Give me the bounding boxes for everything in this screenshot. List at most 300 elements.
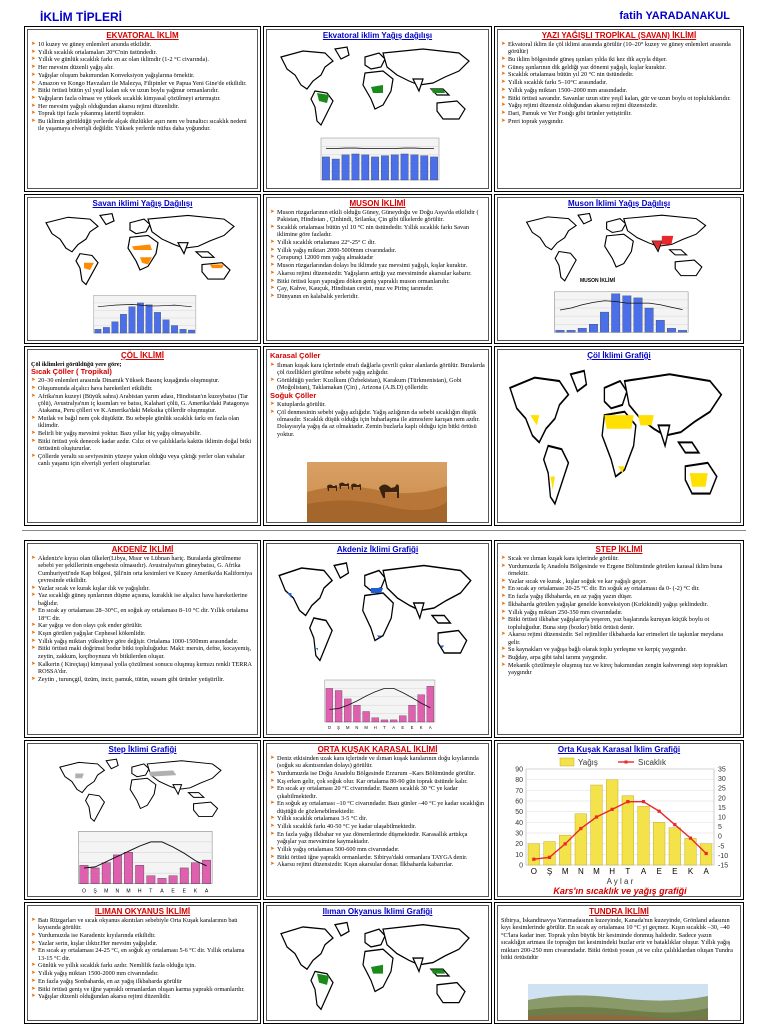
y-right-tick-label: 0 — [718, 833, 722, 841]
continent-shape — [193, 802, 217, 816]
mini-chart-bar — [341, 155, 348, 180]
ilik-map-title: Ilıman Okyanus İklimi Grafiği — [322, 907, 433, 916]
mini-chart-bar — [188, 330, 194, 333]
list-item: ➤ Güneş ışınlarının dik geldiği yaz dönemi yağışlı, kışlar kuraktır. — [501, 64, 737, 71]
list-item: ➤ Günlük ve yıllık sıcaklık farkı azdır. Nemlilik fazla olduğu için. — [31, 962, 254, 969]
temperature-point — [611, 808, 614, 811]
ekvatoral-map-panel — [263, 26, 492, 192]
x-tick-label: M — [593, 867, 600, 876]
mini-chart-bar — [168, 876, 176, 884]
world-map-savan — [38, 210, 248, 290]
world-map-akdeniz — [271, 558, 485, 668]
mini-chart-bar — [157, 878, 165, 883]
page-header — [40, 10, 730, 26]
list-item: ➤ En sıcak ay ortalaması 20-25 °C dir. En soğuk ay ortalaması da 0- (-2) °C dir. — [501, 585, 737, 592]
savan-mini-chart — [78, 290, 208, 341]
mini-chart-bar — [371, 718, 378, 722]
continent-shape — [679, 442, 699, 452]
climate-region — [431, 89, 445, 93]
y-left-tick-label: 70 — [515, 787, 523, 795]
mini-chart-bar — [180, 868, 188, 884]
list-item: ➤ Yazlar serin, kışlar ılıktır.Her mevsim yağışlıdır. — [31, 940, 254, 947]
mini-chart-bar — [135, 865, 143, 883]
mini-chart-bar — [589, 324, 597, 332]
muson-map-title: Muson İklimi Yağış Dağılışı — [567, 199, 671, 208]
month-tick-label: E — [182, 888, 186, 895]
month-tick-label: N — [354, 724, 358, 731]
month-tick-label: T — [382, 724, 386, 731]
month-tick-label: T — [148, 888, 152, 895]
list-item: ➤ Bitki örtüsü geniş ve iğne yapraklı ormanlardan oluşan karma yapraklı ormanlardır. — [31, 986, 254, 993]
climate-region — [604, 415, 633, 429]
list-item: ➤ Çay, Kahve, Kauçuk, Hindistan cevizi, muz ve Pirinç tarımıdır. — [270, 285, 485, 292]
continent-shape — [281, 51, 333, 89]
mini-chart-bar — [390, 720, 397, 722]
list-item: ➤ Su kaynakları ve yağışa bağlı olarak toplu yerleşme ve kerpiç yaygındır. — [501, 646, 737, 653]
mini-chart-bar — [400, 154, 407, 180]
month-tick-label: Ş — [336, 724, 340, 731]
temperature-point — [532, 858, 535, 861]
continent-shape — [131, 764, 148, 777]
mini-chart-bar — [94, 329, 100, 333]
mini-chart-bar — [417, 695, 424, 722]
muson-mini-chart — [534, 286, 704, 341]
ekvatoral-title: EKVATORAL İKLİM — [106, 31, 179, 40]
col-panel — [24, 346, 261, 526]
list-item: ➤ Bitki örtüsü bütün yıl yeşil kalan sık ve uzun boylu yağmur ormanlarıdır. — [31, 87, 254, 94]
continent-shape — [364, 571, 384, 591]
temperature-point — [579, 827, 582, 830]
continent-shape — [309, 618, 331, 661]
list-item: ➤ En sıcak ay ortalaması 28–30°C, en soğuk ay ortalaması 8–10 °C dir. Yıllık ortalama 18°C dir. — [31, 607, 254, 622]
list-item: ➤ Akarsu rejimi düzensizdir. Sel rejimliler ilkbaharda kar erimeleri ile taşkınlar meydana gelir. — [501, 631, 737, 646]
month-tick-label: K — [419, 724, 423, 731]
list-item: ➤ En fazla yağış ilkbahar ve yaz dönemlerinde düşmektedir. Karasallık arttıkça yağışlar yaz mevsimine kaymaktadır. — [270, 831, 485, 846]
continent-shape — [527, 217, 577, 250]
temperature-point — [705, 852, 708, 855]
continent-shape — [279, 568, 332, 616]
temperature-point — [642, 800, 645, 803]
savan-panel — [494, 26, 744, 192]
mini-chart-bar — [362, 712, 369, 723]
precip-bar — [591, 785, 603, 865]
climate-region — [662, 236, 673, 245]
author-name: fatih YARADANAKUL — [619, 10, 730, 22]
mini-chart-bar — [667, 328, 675, 332]
list-item: ➤ Yıllık sıcaklık farkı 5–10°C arasındadır. — [501, 79, 737, 86]
list-item: ➤ Dari, Pamuk ve Yer Fıstığı gibi ürünler yetiştirilir. — [501, 110, 737, 117]
akdeniz-mini-chart — [308, 674, 448, 732]
list-item: ➤ Deniz etkisinden uzak kara içlerinde ve ılıman kuşak karalarının doğu kıyılarında (soğuk su akıntısından dolayı) görülür. — [270, 755, 485, 770]
precip-bar — [638, 806, 650, 865]
list-item: ➤ Yıllık yağış miktarı 2000-5000mm civarındadır. — [270, 247, 485, 254]
karasal-col-panel — [263, 346, 492, 526]
continent-shape — [100, 214, 114, 225]
muson-map-panel — [494, 194, 744, 344]
continent-shape — [128, 235, 158, 270]
y-right-tick-label: -10 — [718, 852, 729, 860]
mini-chart-bar — [335, 691, 342, 723]
x-tick-label: A — [640, 867, 647, 876]
orta-chart-panel — [494, 740, 744, 900]
ilik-map-panel — [263, 902, 492, 1024]
list-item: ➤ Yağışlar oluşum bakımından Konveksiyon yağışlarına örnektir. — [31, 72, 254, 79]
soguk-col-list — [270, 401, 485, 438]
list-item: ➤ Sıcaklık ortalaması bütün yıl 20 °C nin üstündedir. — [501, 71, 737, 78]
y-right-tick-label: 25 — [718, 785, 726, 793]
x-tick-label: O — [530, 867, 537, 876]
list-item: ➤ Bitki örtüsü iğne yapraklı ormanlardır. Sibirya'daki ormanlara TAYGA denir. — [270, 854, 485, 861]
akdeniz-list — [31, 555, 254, 683]
step-mini-chart — [58, 824, 228, 896]
continent-shape — [571, 371, 587, 391]
akdeniz-map-title: Akdeniz İklimi Grafiği — [336, 545, 419, 554]
continent-shape — [335, 922, 349, 935]
continent-shape — [413, 958, 423, 971]
col-intro: Çöl iklimleri görüldüğü yere göre; — [31, 361, 122, 368]
list-item: ➤ Her mevsim yağışlı olduğundan akarsu rejimi düzenlidir. — [31, 103, 254, 110]
muson-panel — [263, 194, 492, 344]
list-item: ➤ Muson rüzgarlarının etkili olduğu Güney, Güneydoğu ve Doğu Asya'da etkilidir ( Pakistan, Hindistan , Çinhindi, Srilanka, Çin gibi ülkelerde görülür. — [270, 209, 485, 224]
month-tick-label: M — [103, 888, 108, 895]
precip-bar — [575, 814, 587, 865]
list-item: ➤ İlkbaharda görülen yağışlar genelde konveksiyon (Kırkikindi) yağışı şeklindedir. — [501, 601, 737, 608]
mini-chart-bar — [361, 155, 368, 180]
mini-chart-bar — [137, 303, 143, 333]
akdeniz-panel — [24, 540, 261, 738]
y-left-tick-label: 40 — [515, 819, 523, 827]
col-title: ÇÖL İKLİMİ — [121, 351, 164, 360]
mini-chart-bar — [90, 868, 98, 884]
y-right-tick-label: -15 — [718, 862, 729, 870]
list-item: ➤ Muson rüzgarlarından dolayı bu iklimde yaz mevsimi yağışlı, kışlar kuraktır. — [270, 262, 485, 269]
mini-chart-bar — [556, 330, 564, 332]
mini-chart-bar — [179, 329, 185, 333]
mini-chart-bar — [567, 330, 575, 332]
mini-chart-bar — [410, 155, 417, 180]
y-right-tick-label: 15 — [718, 804, 726, 812]
orta-panel — [263, 740, 492, 900]
mini-chart-bar — [145, 305, 151, 333]
continent-shape — [130, 778, 156, 808]
x-tick-label: E — [672, 867, 678, 876]
desert-camel-photo — [307, 462, 447, 523]
legend-swatch-yagis — [560, 758, 574, 766]
list-item: ➤ Ilıman kuşak kara içlerinde etrafı dağlarla çevrili çukur alanlarda görülür. Buralarda çöl özellikleri görülme sebebi yağış azlığıdır. — [270, 362, 485, 377]
list-item: ➤ Bitki örtüsü ilkbahar yağışlarıyla yeşeren, yaz başlarında kuruyan küçük boylu ot topluluğudur. Buna step (bozkır) bitki örtüsü denir. — [501, 616, 737, 631]
mini-chart-bar — [656, 320, 664, 332]
list-item: ➤ Her mevsim düzenli yağış alır. — [31, 64, 254, 71]
continent-shape — [281, 927, 333, 969]
ekvatoral-list — [31, 41, 254, 133]
month-tick-label: E — [410, 724, 413, 731]
climate-region — [210, 265, 224, 269]
orta-list — [270, 755, 485, 869]
tundra-photo — [528, 984, 708, 1021]
list-item: ➤ Yazlar sıcak ve kurak , kışlar soğuk ve kar yağışlı geçer. — [501, 578, 737, 585]
continent-shape — [85, 794, 104, 821]
continent-shape — [658, 425, 669, 445]
continent-shape — [148, 215, 234, 248]
continent-shape — [383, 925, 469, 965]
x-tick-label: Ş — [546, 867, 553, 876]
mini-chart-plot-area — [554, 292, 688, 333]
list-item: ➤ Kalkerin ( Kireçtaşı) kimyasal yolla çözülmesi sonucu oluşmuş kırmızı renkli TERRA ROSSA'dır. — [31, 661, 254, 676]
month-tick-label: A — [204, 888, 208, 895]
mini-chart-bar — [102, 863, 110, 884]
ilik-list — [31, 917, 254, 1001]
continent-shape — [604, 381, 626, 408]
ilik-title: ILIMAN OKYANUS İKLİMİ — [94, 907, 191, 916]
mini-chart-bar — [371, 157, 378, 180]
savan-map-panel — [24, 194, 261, 344]
list-item: ➤ Preri toprak yaygındır. — [501, 118, 737, 125]
list-item: ➤ Afrika'nın kuzeyi (Büyük sahra) Arabistan yarım adası, Hindistan'ın kuzeybatısı (Tar çölü), Avustralya'nın iç kısımları ve batısı, Kalahari çölü, G. Amerika'daki Patagonya Atakama, Peru çölleri ve K.Amerika'daki Meksika çöllerdir oluşmuştur. — [31, 393, 254, 415]
savan-list — [501, 41, 737, 125]
continent-shape — [413, 603, 423, 618]
y-right-tick-label: 35 — [718, 766, 726, 774]
continent-shape — [334, 563, 348, 578]
tundra-panel — [494, 902, 744, 1024]
list-item: ➤ Yıllık yağış miktarı 1500-2000 mm civarındadır. — [31, 970, 254, 977]
month-tick-label: A — [391, 724, 395, 731]
y-left-tick-label: 20 — [515, 841, 523, 849]
muson-title: MUSON İKLİMİ — [349, 199, 406, 208]
list-item: ➤ Akarsu rejimi düzensizdir. Yağışların arttığı yaz mevsiminde akarsular kabarır. — [270, 270, 485, 277]
list-item: ➤ Yağış rejimi düzensiz olduğundan akarsu rejimi düzensizdir. — [501, 102, 737, 109]
mini-chart-bar — [191, 863, 199, 884]
list-item: ➤ En sıcak ay ortalaması 20 °C civarındadır. Bazen sıcaklık 30 °C ye kadar çıkabilmektedir. — [270, 785, 485, 800]
mini-chart-bar — [128, 307, 134, 333]
mini-chart-bar — [325, 688, 332, 722]
list-item: ➤ En fazla yağış ilkbaharda, en az yağış yazın düşer. — [501, 593, 737, 600]
list-item: ➤ 20–30 enlemleri arasında Dinamik Yüksek Basınç kuşağında oluşmuştur. — [31, 377, 254, 384]
list-item: ➤ Belirli bir yağış mevsimi yoktur. Bazı yıllar hiç yağış olmayabilir. — [31, 430, 254, 437]
col-list — [31, 377, 254, 467]
mini-chart-bar — [611, 294, 619, 333]
list-item: ➤ Kutuplarda görülür. — [270, 401, 485, 408]
list-item: ➤ Çöl denmesinin sebebi yağış azlığıdır. Yağış azlığının da sebebi sıcaklığın düşük olmasıdır. Sıcaklık düşük olduğu için buharlaşma ile atmosfere karışan nem azdır. Dolayısıyla yağış da az olmaktadır. Zemin buzlarla kaplı olduğu için bitki örtüsü yoktur. — [270, 409, 485, 438]
continent-shape — [578, 213, 591, 223]
y-left-tick-label: 10 — [515, 851, 523, 859]
temperature-point — [548, 856, 551, 859]
list-item: ➤ Yurdumuzda ise Doğu Anadolu Bölgesinde Erzurum –Kars Bölümünde görülür. — [270, 770, 485, 777]
y-right-tick-label: 30 — [718, 776, 726, 784]
y-right-tick-label: 20 — [718, 795, 726, 803]
world-map-col — [501, 364, 737, 514]
list-item: ➤ Yıllık yağış miktarı 250-350 mm civarındadır. — [501, 609, 737, 616]
continent-shape — [625, 374, 722, 435]
temperature-point — [689, 837, 692, 840]
mini-chart-bar — [146, 876, 154, 884]
world-map-ekvatoral — [273, 43, 483, 131]
col-subtitle: Sıcak Çöller ( Tropikal) — [31, 367, 112, 377]
mini-chart-bar — [408, 705, 415, 722]
month-tick-label: H — [137, 888, 142, 895]
world-map-step — [53, 756, 233, 826]
chart-caption: Kars'ın sıcaklık ve yağış grafiği — [553, 886, 687, 896]
list-item: ➤ Yurdumuzda İç Anadolu Bölgesinde ve Ergene Bölümünde görülen karasal iklim buna örnektir. — [501, 563, 737, 578]
mini-chart-bar — [111, 322, 117, 333]
list-item: ➤ Yıllık sıcaklık farkı 40-50 °C ye kadar ulaşabilmektedir. — [270, 823, 485, 830]
continent-shape — [178, 243, 188, 254]
mini-chart-bar — [154, 312, 160, 333]
continent-shape — [607, 219, 626, 233]
karasal-col-list — [270, 362, 485, 392]
list-item: ➤ Batı Rüzgarları ve sıcak okyanus akıntıları sebebiyle Orta Kuşak karalarının batı kıyısında görülür. — [31, 917, 254, 932]
list-item: ➤ Çerapunçi 12000 mm yağış almaktadır — [270, 254, 485, 261]
mini-chart-bar — [124, 852, 132, 883]
mini-chart-bar — [600, 312, 608, 332]
legend-marker-sicaklik — [625, 761, 628, 764]
list-item: ➤ Sıcak ve ılıman kuşak kara içlerinde görülür. — [501, 555, 737, 562]
list-item: ➤ Yıllık yağış miktarı 1500–2000 mm arasındadır. — [501, 87, 737, 94]
document-title: İKLİM TİPLERİ — [40, 10, 122, 24]
month-tick-label: K — [193, 888, 197, 895]
mini-chart-bar — [426, 686, 433, 722]
continent-shape — [675, 260, 702, 276]
continent-shape — [432, 616, 450, 624]
list-item: ➤ Çöllerde yeraltı su seviyesinin yüzeye yakın olduğu veya çıktığı yerler olan vahalar canlı yaşamı için elverişli yerleri oluştururlar. — [31, 453, 254, 468]
legend-label-yagis: Yağış — [578, 758, 598, 767]
month-tick-label: E — [170, 888, 175, 895]
y-left-tick-label: 30 — [515, 830, 523, 838]
col-map-panel — [494, 346, 744, 526]
y-right-tick-label: 5 — [718, 824, 722, 832]
month-tick-label: E — [400, 724, 404, 731]
list-item: ➤ En fazla yağış Sonbaharda, en az yağış ilkbaharda görülür — [31, 978, 254, 985]
continent-shape — [555, 251, 576, 280]
precip-bar — [622, 796, 634, 865]
page-break-line — [22, 530, 746, 531]
month-tick-label: O — [327, 724, 331, 731]
continent-shape — [130, 219, 150, 234]
world-map-ilik — [273, 918, 483, 1016]
ekvatoral-map-title: Ekvatoral iklim Yağış dağılışı — [322, 31, 433, 40]
mini-chart-bar — [399, 716, 406, 722]
climate-region — [638, 415, 654, 425]
y-left-tick-label: 60 — [515, 798, 523, 806]
x-tick-label: A — [703, 867, 709, 876]
continent-shape — [335, 47, 349, 59]
precip-bar — [528, 844, 540, 865]
climate-region — [431, 969, 445, 973]
continent-shape — [106, 759, 118, 769]
list-item: ➤ 10 kuzey ve güney enlemleri arsında etkilidir. — [31, 41, 254, 48]
mini-chart-bar — [578, 328, 586, 332]
climate-region — [690, 473, 708, 487]
precip-bar — [653, 822, 665, 865]
list-item: ➤ Mekanik çözülmeyle oluşmuş tuz ve kireç bakımından zengin kahverengi step toprakları yaygındır — [501, 662, 737, 677]
list-item: ➤ Bu iklim bölgesinde güneş ışınları yılda iki kez dik açıyla düşer. — [501, 56, 737, 63]
x-tick-label: H — [609, 867, 616, 876]
list-item: ➤ Bitki örtüsü yok denecek kadar azdır. Cılız ot ve çalılıklarla kaktüs iklimin doğal bitki örtüsünü oluştururlar. — [31, 438, 254, 453]
temperature-point — [564, 842, 567, 845]
mini-chart-bar — [113, 855, 121, 884]
list-item: ➤ Görüldüğü yerler: Kızılkum (Özbekistan), Karakum (Türkmenistan), Gobi (Moğolistan), Taklamakan (Çin) , Arizona (A.B.D) çölleridir. — [270, 377, 485, 392]
orta-chart-title: Orta Kuşak Karasal İklim Grafiği — [557, 745, 681, 754]
list-item: ➤ Toprak tipi fazla yıkanmış lateritl topraktır. — [31, 110, 254, 117]
savan-title: YAZI YAĞIŞLI TROPİKAL (SAVAN) İKLİMİ — [541, 31, 697, 40]
list-item: ➤ Bitki örtüsü kışın yaprağını döken geniş yapraklı muson ormanlarıdır. — [270, 278, 485, 285]
temperature-point — [658, 810, 661, 813]
step-map-title: Step İklimi Grafiği — [108, 745, 177, 754]
list-item: ➤ Yağışlar düzenli olduğundan akarsu rejimi düzenlidir. — [31, 993, 254, 1000]
list-item: ➤ Kış erken gelir, çok soğuk olur. Kar ortalama 80-90 gün toprak üstünde kalır. — [270, 778, 485, 785]
karasal-col-title: Karasal Çöller — [270, 351, 321, 360]
continent-shape — [188, 793, 203, 798]
continent-shape — [605, 234, 634, 267]
mini-chart-bar — [391, 155, 398, 180]
step-panel — [494, 540, 744, 738]
ekvatoral-panel — [24, 26, 261, 192]
soguk-col-title: Soğuk Çöller — [270, 391, 317, 401]
x-tick-label: E — [656, 867, 662, 876]
y-left-tick-label: 0 — [519, 862, 523, 870]
temperature-point — [626, 800, 629, 803]
list-item: ➤ Zeytin , turunçgil, üzüm, incir, pamuk, tütün, susam gibi ürünler yetiştirilir. — [31, 676, 254, 683]
list-item: ➤ Akdeniz'e kıyısı olan ülkeler(Libya, Mısır ve Lübnan hariç. Buralarda görülmeme sebebi yer şekillerinin engebesiz olmasıdır). Avustralya'nın güneybatısı, G. Afrika Cumhuriyeti'nde Kap bölgesi, Şili'nin orta kesimleri ve Kuzey Amerika'da Kaliforniya çevresinde etkilidir. — [31, 555, 254, 584]
orta-title: ORTA KUŞAK KARASAL İKLİMİ — [317, 745, 438, 754]
savan-map-title: Savan iklimi Yağış Dağılışı — [92, 199, 193, 208]
list-item: ➤ Mutlak ve bağıl nem çok düşüktür. Bu sebeple günlük sıcaklık farkı en fazla olan iklimdir. — [31, 415, 254, 430]
legend-label-sicaklik: Sıcaklık — [638, 758, 667, 767]
y-right-tick-label: 10 — [718, 814, 726, 822]
continent-shape — [669, 250, 686, 255]
ilik-panel — [24, 902, 261, 1024]
month-tick-label: M — [345, 724, 349, 731]
list-item: ➤ Sıcaklık ortalaması bütün yıl 10 °C nin üstündedir. Yıllık sıcaklık farkı Savan iklimine göre fazladır. — [270, 224, 485, 239]
continent-shape — [544, 446, 569, 504]
x-tick-label: M — [561, 867, 569, 876]
continent-shape — [437, 983, 465, 1003]
continent-shape — [173, 785, 182, 795]
world-map-muson — [519, 210, 719, 286]
x-axis-label: A y l a r — [606, 877, 634, 886]
mini-chart-bar — [103, 327, 109, 333]
x-tick-label: T — [625, 867, 631, 876]
x-tick-label: N — [577, 867, 584, 876]
mini-chart-bar — [420, 156, 427, 180]
mini-chart-bar — [645, 308, 653, 332]
list-item: ➤ Yurdumuzda ise Karadeniz kıyılarında etkilidir. — [31, 932, 254, 939]
y-left-tick-label: 50 — [515, 809, 523, 817]
list-item: ➤ Amazon ve Kongo Havzaları ile Malezya, Filipinler ve Papua Yeni Gine'de etkilidir. — [31, 80, 254, 87]
month-tick-label: N — [115, 888, 119, 895]
continent-shape — [438, 631, 467, 654]
continent-shape — [196, 252, 214, 257]
month-tick-label: A — [159, 888, 164, 895]
continent-shape — [46, 217, 98, 252]
list-item: ➤ Yıllık sıcaklık ortalamaları 20°C'nin üstündedir. — [31, 49, 254, 56]
list-item: ➤ Dünyanın en kalabalık yerleridir. — [270, 293, 485, 300]
mini-chart-bar — [353, 705, 360, 722]
mini-chart-bar — [332, 159, 339, 180]
month-tick-label: A — [428, 724, 432, 731]
continent-shape — [383, 49, 469, 85]
continent-shape — [362, 593, 393, 641]
mini-chart-bar — [202, 860, 210, 883]
continent-shape — [510, 378, 568, 443]
muson-map-label: MUSON İKLİMİ — [580, 278, 615, 284]
mini-chart-bar — [171, 326, 177, 334]
step-list — [501, 555, 737, 676]
list-item: ➤ Yazlar sıcak ve kurak kışlar ılık ve yağışlıdır. — [31, 585, 254, 592]
muson-list — [270, 209, 485, 300]
continent-shape — [437, 101, 465, 119]
list-item: ➤ En soğuk ay ortalaması –10 °C civarındadır. Bazı günler –40 °C ye kadar sıcaklığın düştüğü de gözlenebilmektedir. — [270, 800, 485, 815]
mini-chart-bar — [344, 699, 351, 722]
